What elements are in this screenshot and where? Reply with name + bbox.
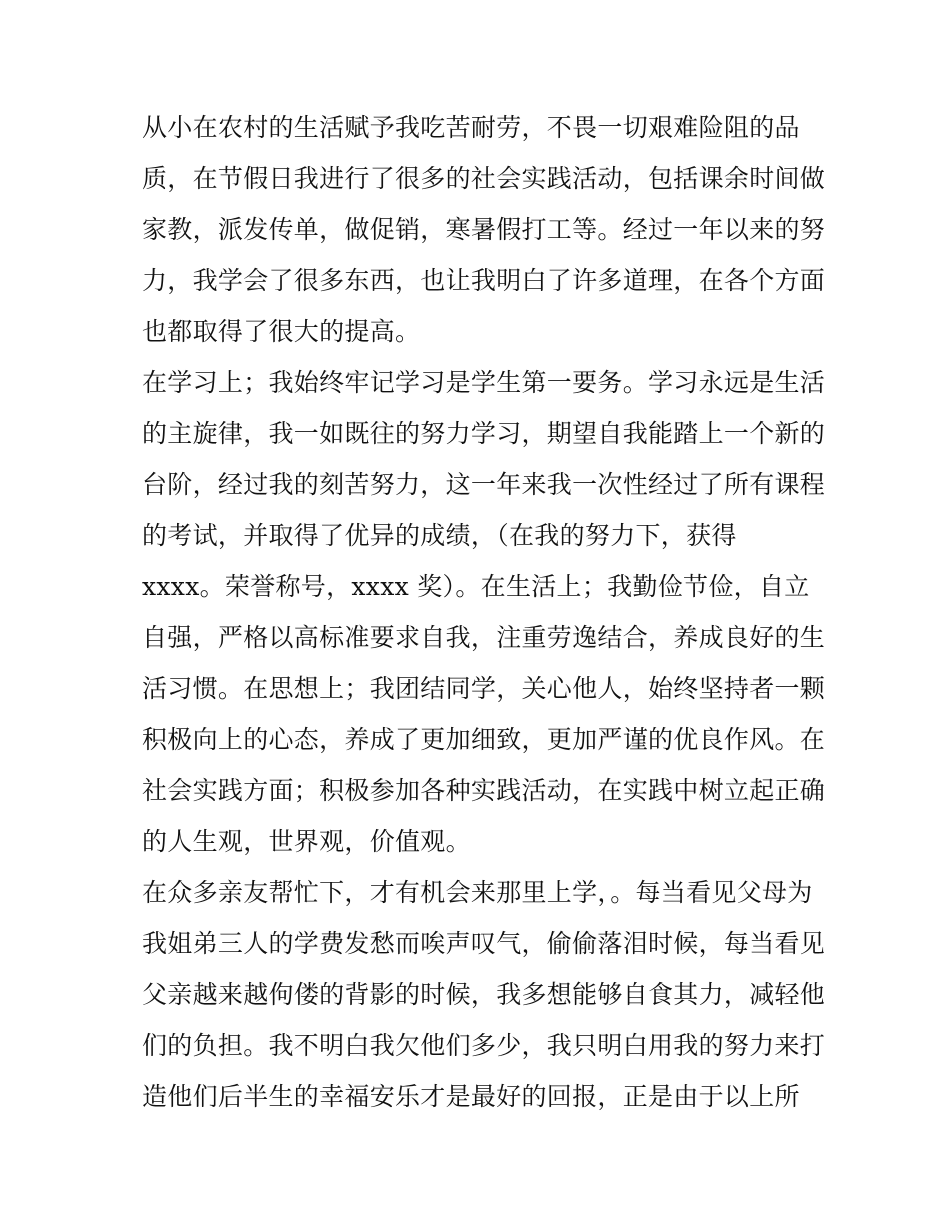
text-line: 造他们后半生的幸福安乐才是最好的回报，正是由于以上所 [142,1082,800,1111]
text-line: 父亲越来越佝偻的背影的时候，我多想能够自食其力，减轻他 [142,980,826,1009]
text-line: 的人生观，世界观，价值观。 [142,827,471,856]
text-line: 们的负担。我不明白我欠他们多少，我只明白用我的努力来打 [142,1031,826,1060]
body-text [142,102,826,1122]
text-line: xxxx。荣誉称号，xxxx 奖）。在生活上；我勤俭节俭，自立 [142,572,810,601]
text-line: 质，在节假日我进行了很多的社会实践活动，包括课余时间做 [142,164,826,193]
text-line: 自强，严格以高标准要求自我，注重劳逸结合，养成良好的生 [142,623,826,652]
text-line: 在众多亲友帮忙下，才有机会来那里上学，。每当看见父母为 [142,878,813,907]
text-line: 也都取得了很大的提高。 [142,317,421,346]
text-line: 力，我学会了很多东西，也让我明白了许多道理，在各个方面 [142,266,826,295]
text-line: 从小在农村的生活赋予我吃苦耐劳，不畏一切艰难险阻的品 [142,113,800,142]
text-line: 社会实践方面；积极参加各种实践活动，在实践中树立起正确 [142,776,826,805]
text-line: 的主旋律，我一如既往的努力学习，期望自我能踏上一个新的 [142,419,826,448]
text-line: 家教，派发传单，做促销，寒暑假打工等。经过一年以来的努 [142,215,826,244]
text-line: 积极向上的心态，养成了更加细致，更加严谨的优良作风。在 [142,725,826,754]
text-line: 台阶，经过我的刻苦努力，这一年来我一次性经过了所有课程 [142,470,826,499]
text-line: 在学习上；我始终牢记学习是学生第一要务。学习永远是生活 [142,368,826,397]
text-line: 的考试，并取得了优异的成绩，（在我的努力下，获得 [142,521,737,550]
text-line: 活习惯。在思想上；我团结同学，关心他人，始终坚持者一颗 [142,674,826,703]
text-line: 我姐弟三人的学费发愁而唉声叹气，偷偷落泪时候，每当看见 [142,929,826,958]
